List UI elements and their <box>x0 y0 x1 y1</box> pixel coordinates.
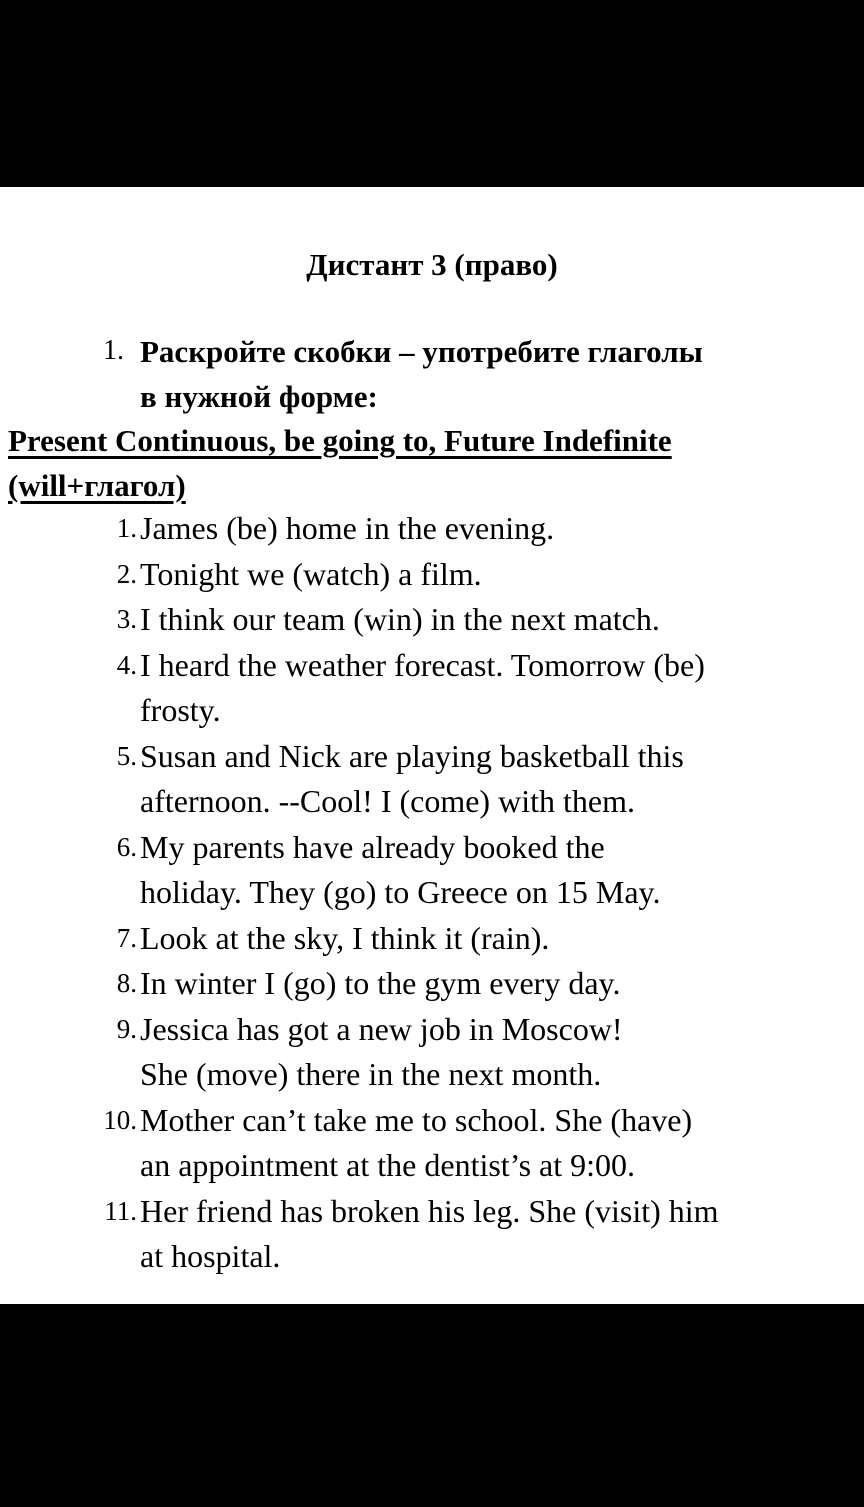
item-number: 3. <box>116 604 137 634</box>
item-number: 5. <box>116 740 137 771</box>
item-text: Jessica has got a new job in Moscow! She (move) there in the next month. <box>140 1010 623 1092</box>
task-instruction: Раскройте скобки – употребите глаголы в нужной форме: <box>140 334 703 414</box>
list-item <box>0 552 864 598</box>
task-number: 1. <box>103 335 124 366</box>
tenses-line-1: Present Continuous, be going to, Future Indefinite <box>8 423 672 458</box>
item-text: James (be) home in the evening. <box>140 510 555 546</box>
list-item <box>0 825 864 916</box>
item-text: My parents have already booked the holiday. They (go) to Greece on 15 May. <box>140 828 661 910</box>
list-item <box>0 734 864 825</box>
item-text: I heard the weather forecast. Tomorrow (be) frosty. <box>140 646 705 728</box>
list-item <box>0 961 864 1007</box>
item-text: Her friend has broken his leg. She (visit) him at hospital. <box>140 1192 719 1274</box>
item-text: Susan and Nick are playing basketball this afternoon. --Cool! I (come) with them. <box>140 737 684 819</box>
document-page <box>0 187 864 1304</box>
item-text: In winter I (go) to the gym every day. <box>140 965 621 1001</box>
exercise-list <box>0 506 864 1280</box>
item-number: 11. <box>104 1195 137 1226</box>
tenses-line-2: (will+глагол) <box>8 468 186 503</box>
item-number: 7. <box>116 922 137 953</box>
item-text: Mother can’t take me to school. She (have) an appointment at the dentist’s at 9:00. <box>140 1101 693 1183</box>
list-item <box>0 1007 864 1098</box>
list-item <box>0 506 864 552</box>
list-item <box>0 916 864 962</box>
item-number: 4. <box>116 649 137 680</box>
list-item <box>0 1189 864 1280</box>
item-number: 6. <box>116 831 137 862</box>
list-item <box>0 597 864 643</box>
item-number: 1. <box>116 513 137 543</box>
item-number: 2. <box>116 558 137 589</box>
list-item <box>0 1098 864 1189</box>
item-number: 10. <box>103 1104 137 1135</box>
page-title: Дистант 3 (право) <box>306 247 558 282</box>
item-number: 8. <box>116 968 137 998</box>
item-text: I think our team (win) in the next match. <box>140 601 660 637</box>
item-text: Look at the sky, I think it (rain). <box>140 919 550 956</box>
item-number: 9. <box>116 1013 137 1044</box>
item-text: Tonight we (watch) a film. <box>140 555 482 592</box>
list-item <box>0 643 864 734</box>
tenses-heading <box>8 418 858 508</box>
